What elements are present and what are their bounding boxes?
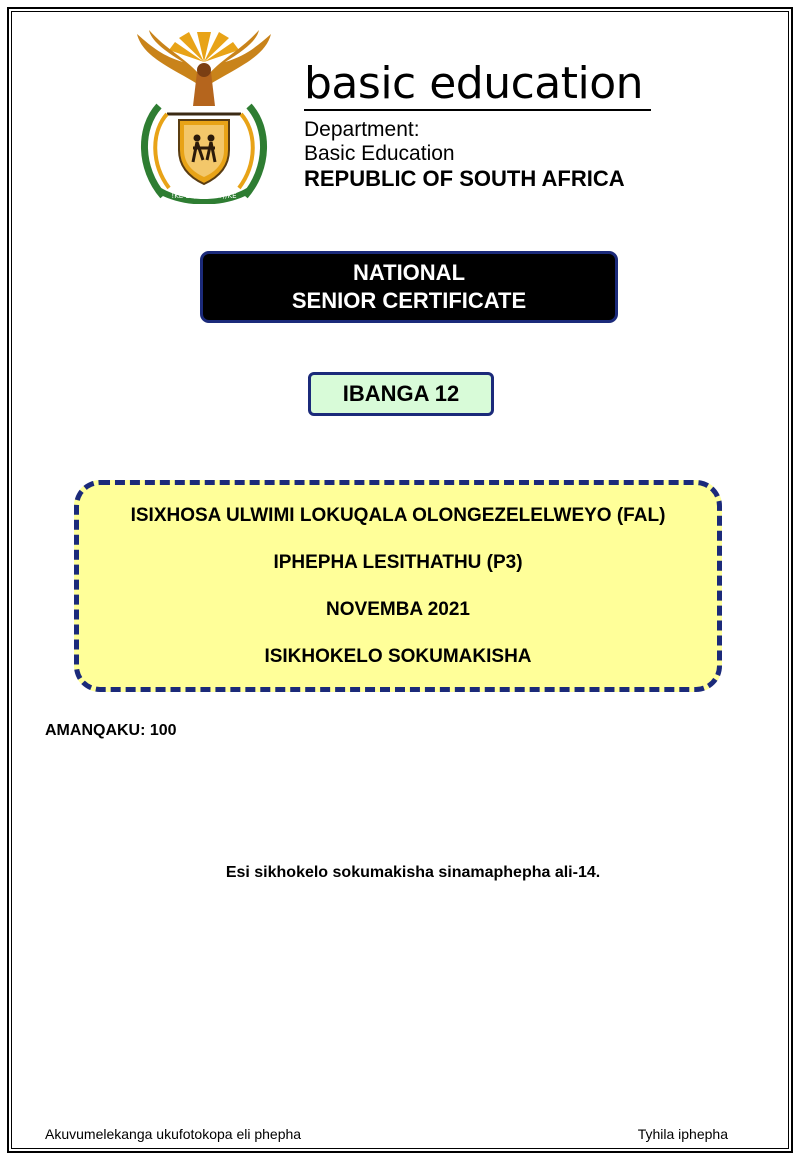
subject-title: ISIXHOSA ULWIMI LOKUQALA OLONGEZELELWEYO (FAL) (130, 505, 666, 526)
total-marks: AMANQAKU: 100 (45, 722, 177, 739)
crest-motto: !KE E: /XARRA //KE (171, 192, 237, 200)
department-name: Basic Education (304, 142, 455, 165)
exam-session: NOVEMBA 2021 (326, 599, 470, 620)
subject-panel (74, 480, 722, 692)
turn-over-note: Tyhila iphepha (637, 1126, 728, 1142)
document-type: ISIKHOKELO SOKUMAKISHA (264, 646, 532, 667)
copyright-notice: Akuvumelekanga ukufotokopa eli phepha (45, 1126, 302, 1142)
certificate-banner (200, 251, 618, 323)
department-label: Department: (304, 118, 420, 141)
page-count-note: Esi sikhokelo sokumakisha sinamaphepha ali-14. (225, 864, 601, 881)
certificate-line-1: NATIONAL (352, 260, 466, 285)
country-name: REPUBLIC OF SOUTH AFRICA (304, 166, 625, 191)
brand-divider (304, 109, 651, 111)
coat-of-arms-logo (133, 28, 275, 204)
brand-title: basic education (304, 58, 644, 109)
paper-title: IPHEPHA LESITHATHU (P3) (273, 552, 523, 573)
grade-badge: IBANGA 12 (308, 372, 494, 416)
certificate-line-2: SENIOR CERTIFICATE (291, 288, 527, 313)
